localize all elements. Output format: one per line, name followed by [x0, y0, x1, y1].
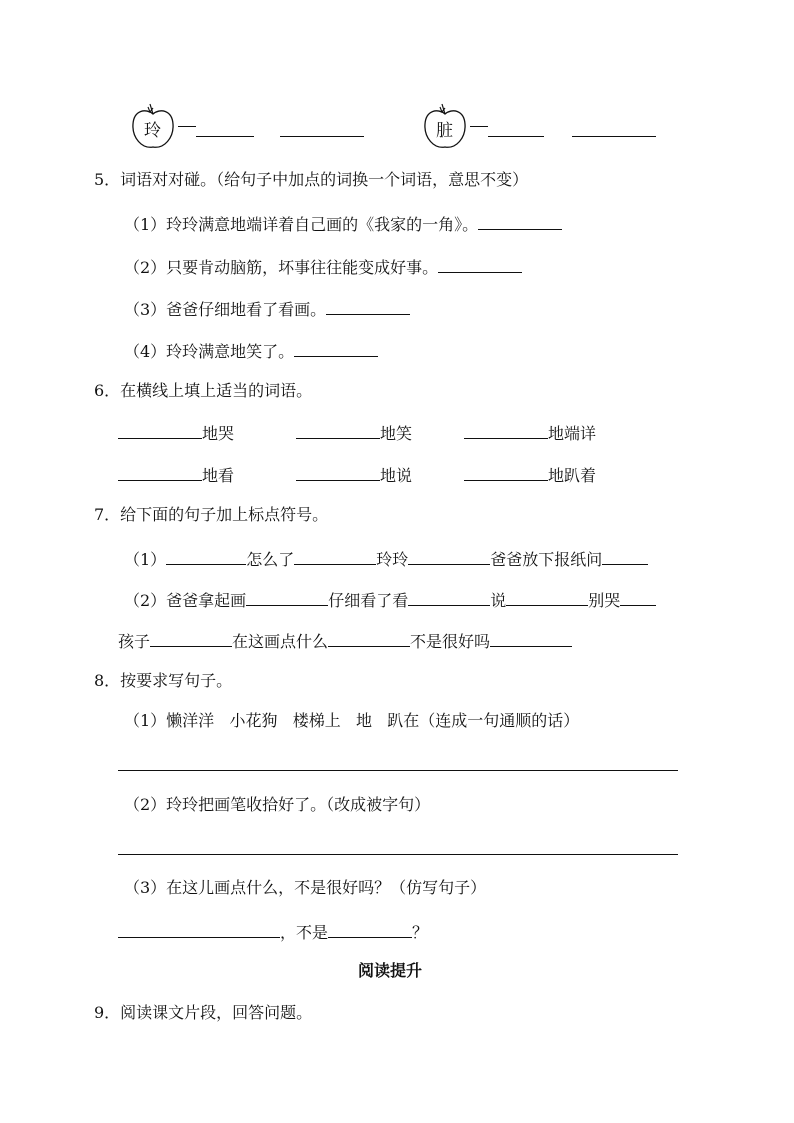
q6-word: 地笑	[380, 424, 413, 443]
question-6-title: 6．在横线上填上适当的词语。	[94, 381, 313, 400]
dash	[470, 126, 488, 127]
answer-blank[interactable]	[166, 546, 246, 565]
question-8-title: 8．按要求写句子。	[94, 671, 233, 690]
apple-icon-zang	[420, 102, 470, 152]
answer-blank[interactable]	[328, 628, 410, 647]
q7-text: 在这画点什么	[232, 632, 329, 651]
answer-blank[interactable]	[150, 628, 232, 647]
q6-fill-item	[464, 420, 596, 445]
q7-text: （2）爸爸拿起画	[124, 591, 247, 610]
answer-blank[interactable]	[118, 420, 202, 439]
q5-item-2	[124, 254, 522, 279]
q8-item-2: （2）玲玲把画笔收拾好了。（改成被字句）	[124, 795, 431, 814]
apple-char: 玲	[144, 121, 161, 141]
q7-text: 孩子	[118, 632, 151, 651]
answer-line[interactable]	[118, 854, 678, 855]
q7-text: 别哭	[588, 591, 621, 610]
q6-word: 地哭	[202, 424, 235, 443]
q6-word: 地端详	[548, 424, 597, 443]
answer-blank[interactable]	[296, 420, 380, 439]
answer-blank[interactable]	[464, 420, 548, 439]
question-9-title: 9．阅读课文片段，回答问题。	[94, 1003, 313, 1022]
q5-item-text: （2）只要肯动脑筋，坏事往往能变成好事。	[124, 258, 439, 277]
q5-item-3	[124, 296, 410, 321]
q8-item-3: （3）在这儿画点什么，不是很好吗？（仿写句子）	[124, 878, 487, 897]
dash	[178, 126, 196, 127]
q5-item-text: （3）爸爸仔细地看了看画。	[124, 300, 327, 319]
q7-text: 不是很好吗	[410, 632, 491, 651]
answer-blank[interactable]	[296, 462, 380, 481]
q7-text: 说	[490, 591, 507, 610]
q6-fill-item	[118, 420, 234, 445]
q7-text: 玲玲	[376, 550, 409, 569]
answer-blank[interactable]	[294, 546, 376, 565]
q5-item-4	[124, 338, 378, 363]
q7-line-2	[124, 587, 656, 612]
q6-word: 地说	[380, 466, 413, 485]
answer-blank[interactable]	[464, 462, 548, 481]
answer-blank[interactable]	[438, 254, 522, 273]
answer-blank[interactable]	[478, 211, 562, 230]
q8-text: ？	[412, 923, 429, 942]
answer-blank[interactable]	[118, 462, 202, 481]
answer-blank[interactable]	[620, 587, 656, 606]
q6-fill-item	[464, 462, 596, 487]
question-7-title: 7．给下面的句子加上标点符号。	[94, 505, 329, 524]
q8-item-3-imitation	[118, 919, 428, 944]
q6-word: 地趴着	[548, 466, 597, 485]
answer-blank[interactable]	[328, 919, 412, 938]
q7-line-3	[118, 628, 572, 653]
q5-item-1	[124, 211, 562, 236]
q7-line-1	[124, 546, 648, 571]
question-5-title: 5．词语对对碰。（给句子中加点的词换一个词语，意思不变）	[94, 170, 529, 189]
answer-blank[interactable]	[490, 628, 572, 647]
answer-blank[interactable]	[326, 296, 410, 315]
apple-char: 脏	[436, 121, 453, 141]
q6-fill-item	[296, 420, 412, 445]
answer-blank[interactable]	[280, 118, 364, 137]
q5-item-text: （1）玲玲满意地端详着自己画的《我家的一角》。	[124, 215, 479, 234]
q6-word: 地看	[202, 466, 235, 485]
answer-blank[interactable]	[572, 118, 656, 137]
answer-blank[interactable]	[506, 587, 588, 606]
q8-text: ，不是	[280, 923, 329, 942]
answer-blank[interactable]	[118, 919, 280, 938]
section-heading: 阅读提升	[358, 961, 423, 980]
q7-text: 仔细看了看	[328, 591, 409, 610]
answer-blank[interactable]	[488, 118, 544, 137]
q5-item-text: （4）玲玲满意地笑了。	[124, 342, 295, 361]
answer-line[interactable]	[118, 770, 678, 771]
answer-blank[interactable]	[408, 546, 490, 565]
q7-text: （1）	[124, 550, 167, 569]
q7-text: 爸爸放下报纸问	[490, 550, 603, 569]
q7-text: 怎么了	[246, 550, 295, 569]
answer-blank[interactable]	[246, 587, 328, 606]
answer-blank[interactable]	[196, 118, 254, 137]
q6-fill-item	[118, 462, 234, 487]
answer-blank[interactable]	[408, 587, 490, 606]
q8-item-1: （1）懒洋洋 小花狗 楼梯上 地 趴在（连成一句通顺的话）	[124, 711, 580, 730]
apple-icon-ling	[128, 102, 178, 152]
answer-blank[interactable]	[602, 546, 648, 565]
answer-blank[interactable]	[294, 338, 378, 357]
q6-fill-item	[296, 462, 412, 487]
